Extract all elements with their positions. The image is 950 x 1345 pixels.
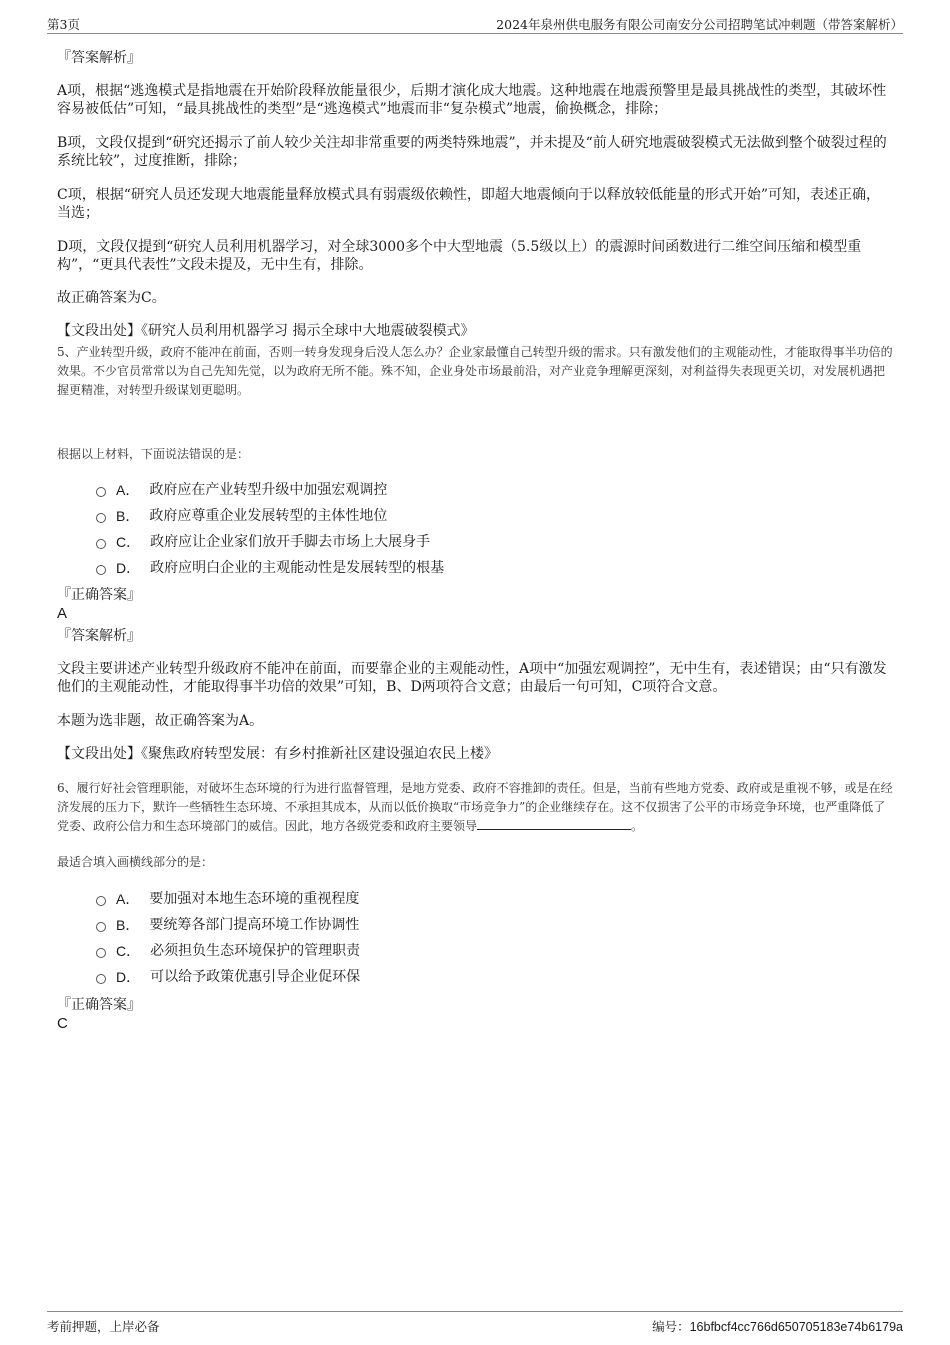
q4-analysis-b: B项，文段仅提到“研究还揭示了前人较少关注却非常重要的两类特殊地震”，并未提及“前人研究地震破裂模式无法做到整个破裂过程的系统比较”，过度推断，排除； [57,135,887,169]
q5-correct-label: 『正确答案』 [57,587,141,603]
q5-option-b[interactable]: B． 政府应尊重企业发展转型的主体性地位 [96,506,387,526]
radio-icon[interactable] [96,922,106,932]
q5-conclusion: 本题为选非题，故正确答案为A。 [57,713,264,729]
q5-analysis: 文段主要讲述产业转型升级政府不能冲在前面，而要靠企业的主观能动性，A项中“加强宏观调控”，无中生有，表述错误；由“只有激发他们的主观能动性，才能取得事半功倍的效果”可知，B、D两项符合文意；由最后一句可知，C项符合文意。 [57,661,887,695]
footer-slogan: 考前押题，上岸必备 [47,1319,160,1334]
q5-option-a[interactable]: A． 政府应在产业转型升级中加强宏观调控 [96,480,387,500]
q4-analysis-label: 『答案解析』 [57,50,141,66]
q4-analysis-c: C项，根据“研究人员还发现大地震能量释放模式具有弱震级依赖性，即超大地震倾向于以释放较低能量的形式开始”可知，表述正确，当选； [57,187,881,221]
q4-analysis-a: A项，根据“逃逸模式是指地震在开始阶段释放能量很少，后期才演化成大地震。这种地震在地震预警里是最具挑战性的类型，其破坏性容易被低估”可知，“最具挑战性的类型”是“逃逸模式”地震而非“复杂模式”地震，偷换概念，排除； [57,83,887,117]
radio-icon[interactable] [96,539,106,549]
q5-question: 根据以上材料，下面说法错误的是： [57,447,250,461]
document-title: 2024年泉州供电服务有限公司南安分公司招聘笔试冲刺题（带答案解析） [496,17,903,32]
q5-source: 【文段出处】《聚焦政府转型发展：有乡村推新社区建设强迫农民上楼》 [57,746,498,762]
q5-option-d[interactable]: D． 政府应明白企业的主观能动性是发展转型的根基 [96,558,444,578]
radio-icon[interactable] [96,974,106,984]
page-header [47,13,903,34]
radio-icon[interactable] [96,487,106,497]
q6-option-a[interactable]: A． 要加强对本地生态环境的重视程度 [96,889,359,909]
q4-source: 【文段出处】《研究人员利用机器学习 揭示全球中大地震破裂模式》 [57,323,475,339]
q6-option-b[interactable]: B． 要统筹各部门提高环境工作协调性 [96,915,359,935]
q4-conclusion: 故正确答案为C。 [57,290,166,306]
q6-option-c[interactable]: C． 必须担负生态环境保护的管理职责 [96,941,360,961]
q6-passage: 6、履行好社会管理职能，对破坏生态环境的行为进行监督管理，是地方党委、政府不容推卸的责任。但是，当前有些地方党委、政府或是重视不够，或是在经济发展的压力下，默许一些牺牲生态环境、不承担其成本，从而以低价换取“市场竞争力”的企业继续存在。这不仅损害了公平的市场竞争环境，也严重降低了党委、政府公信力和生态环境部门的威信。因此，地方各级党委和政府主要领导 。 [57,781,893,833]
radio-icon[interactable] [96,896,106,906]
page-footer [47,1311,903,1336]
q5-passage: 5、产业转型升级，政府不能冲在前面，否则一转身发现身后没人怎么办？企业家最懂自己转型升级的需求。只有激发他们的主观能动性，才能取得事半功倍的效果。不少官员常常以为自己先知先觉，以为政府无所不能。殊不知，企业身处市场最前沿，对产业竞争理解更深刻，对利益得失表现更关切，对发展机遇把握更精准，对转型升级谋划更聪明。 [57,345,893,397]
q5-analysis-label: 『答案解析』 [57,628,141,644]
radio-icon[interactable] [96,948,106,958]
fill-in-blank [477,817,631,830]
q6-question: 最适合填入画横线部分的是： [57,855,214,869]
q6-option-d[interactable]: D． 可以给予政策优惠引导企业促环保 [96,967,360,987]
q6-correct-label: 『正确答案』 [57,997,141,1013]
q5-correct-answer: A [57,605,68,622]
radio-icon[interactable] [96,513,106,523]
q4-analysis-d: D项，文段仅提到“研究人员利用机器学习，对全球3000多个中大型地震（5.5级以上）的震源时间函数进行二维空间压缩和模型重构”，“更具代表性”文段未提及，无中生有，排除。 [57,239,862,273]
q6-correct-answer: C [57,1015,68,1032]
page-number: 第3页 [47,17,80,32]
document-id: 编号：16bfbcf4cc766d650705183e74b6179a [652,1319,903,1334]
q5-option-c[interactable]: C． 政府应让企业家们放开手脚去市场上大展身手 [96,532,430,552]
radio-icon[interactable] [96,565,106,575]
